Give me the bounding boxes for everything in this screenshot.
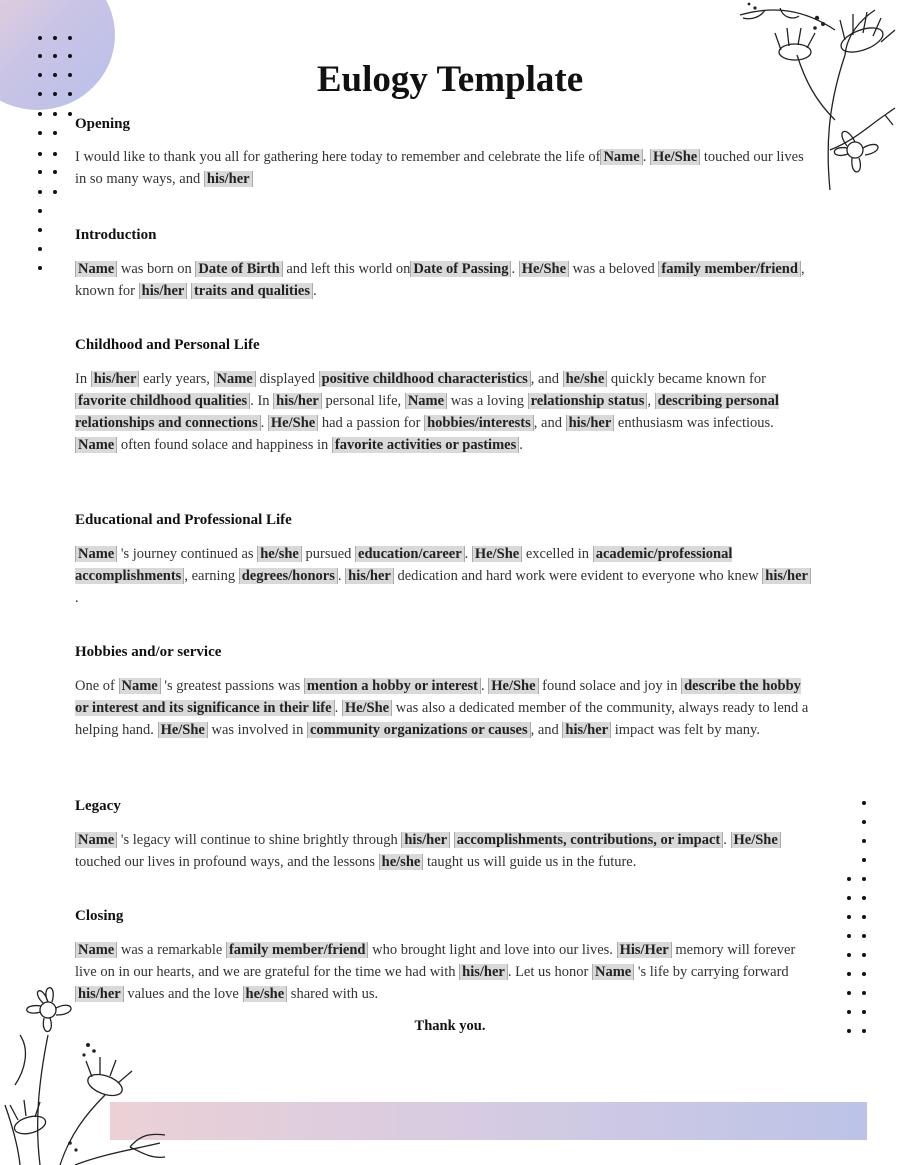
placeholder-field: Name [75, 437, 117, 453]
paragraph-text: enthusiasm was infectious. [614, 415, 774, 431]
paragraph-text: . [511, 261, 519, 277]
placeholder-field: He/She [731, 832, 781, 848]
paragraph-text: . [312, 283, 317, 299]
placeholder-field: his/her [762, 568, 811, 584]
placeholder-field: he/she [257, 546, 302, 562]
placeholder-field: his/her [566, 415, 615, 431]
section-heading-legacy: Legacy [75, 798, 121, 814]
section-heading-education: Educational and Professional Life [75, 512, 292, 528]
paragraph-text: often found solace and happiness in [117, 437, 332, 453]
section-heading-hobbies: Hobbies and/or service [75, 644, 222, 660]
section-heading-closing: Closing [75, 908, 124, 924]
paragraph-text: . [480, 678, 489, 694]
placeholder-field: Name [75, 261, 117, 277]
placeholder-field: His/Her [617, 942, 672, 958]
page-title: Eulogy Template [316, 59, 584, 100]
paragraph-text: 's life by carrying forward [634, 964, 789, 980]
paragraph-text: , and [533, 415, 566, 431]
section-heading-childhood: Childhood and Personal Life [75, 337, 260, 353]
placeholder-field: Name [75, 942, 117, 958]
paragraph-text: . [723, 832, 731, 848]
paragraph-text: , known for [75, 261, 805, 299]
placeholder-field: Date of Birth [195, 261, 282, 277]
placeholder-field: his/her [562, 722, 611, 738]
paragraph-text: . [464, 546, 472, 562]
paragraph-text: displayed [255, 371, 319, 387]
placeholder-field: Name [600, 149, 642, 165]
section-paragraph-education [75, 543, 815, 609]
placeholder-field: family member/friend [658, 261, 801, 277]
placeholder-field: his/her [273, 393, 322, 409]
placeholder-field: He/She [158, 722, 208, 738]
paragraph-text: taught us will guide us in the future. [423, 854, 637, 870]
placeholder-field: relationship status [528, 393, 648, 409]
placeholder-field: he/she [563, 371, 608, 387]
paragraph-text: excelled in [522, 546, 593, 562]
placeholder-field: his/her [139, 283, 188, 299]
placeholder-field: degrees/honors [239, 568, 338, 584]
dot-pattern-icon [840, 795, 880, 1045]
paragraph-text: pursued [301, 546, 356, 562]
paragraph-text: early years, [139, 371, 214, 387]
placeholder-field: favorite activities or pastimes [332, 437, 519, 453]
paragraph-text: In [75, 371, 91, 387]
placeholder-field: Name [592, 964, 634, 980]
paragraph-text: . In [250, 393, 274, 409]
paragraph-text: shared with us. [287, 986, 379, 1002]
placeholder-field: favorite childhood qualities [75, 393, 250, 409]
paragraph-text: quickly became known for [607, 371, 766, 387]
paragraph-text: . [337, 568, 346, 584]
gradient-footer-bar [110, 1102, 867, 1140]
dot-pattern-icon [0, 0, 80, 280]
placeholder-field: academic/professional accomplishments [75, 546, 733, 584]
placeholder-field: his/her [204, 171, 253, 187]
placeholder-field: mention a hobby or interest [304, 678, 481, 694]
placeholder-field: He/She [488, 678, 538, 694]
paragraph-text: , and [530, 371, 563, 387]
section-paragraph-hobbies [75, 675, 815, 741]
placeholder-field: positive childhood characteristics [319, 371, 531, 387]
paragraph-text: One of [75, 678, 119, 694]
placeholder-field: his/her [401, 832, 450, 848]
paragraph-text: 's greatest passions was [160, 678, 304, 694]
section-paragraph-closing [75, 939, 815, 1005]
placeholder-field: Name [405, 393, 447, 409]
paragraph-text: was born on [117, 261, 196, 277]
paragraph-text: . [334, 700, 342, 716]
paragraph-text: , and [530, 722, 563, 738]
placeholder-field: He/She [519, 261, 569, 277]
paragraph-text: . [642, 149, 650, 165]
placeholder-field: accomplishments, contributions, or impact [454, 832, 724, 848]
placeholder-field: his/her [75, 986, 124, 1002]
placeholder-field: Name [75, 832, 117, 848]
paragraph-text: was a remarkable [117, 942, 226, 958]
paragraph-text: . [260, 415, 268, 431]
placeholder-field: his/her [345, 568, 394, 584]
placeholder-field: Name [119, 678, 161, 694]
placeholder-field: describe the hobby or interest and its significance in their life [75, 678, 801, 716]
paragraph-text: I would like to thank you all for gathering here today to remember and celebrate the life of [75, 149, 601, 165]
placeholder-field: He/She [650, 149, 700, 165]
paragraph-text: who brought light and love into our lives. [368, 942, 617, 958]
paragraph-text: dedication and hard work were evident to everyone who knew [393, 568, 763, 584]
paragraph-text: memory will forever live on in our hearts, and we are grateful for the time we had with [75, 942, 796, 980]
placeholder-field: Date of Passing [410, 261, 511, 277]
paragraph-text: 's journey continued as [117, 546, 258, 562]
paragraph-text: impact was felt by many. [611, 722, 760, 738]
placeholder-field: his/her [459, 964, 508, 980]
paragraph-text: was a beloved [569, 261, 659, 277]
paragraph-text: was also a dedicated member of the community, always ready to lend a helping hand. [75, 700, 809, 738]
placeholder-field: hobbies/interests [424, 415, 534, 431]
placeholder-field: He/She [472, 546, 522, 562]
paragraph-text: touched our lives in profound ways, and the lessons [75, 854, 379, 870]
section-paragraph-introduction [75, 258, 815, 302]
placeholder-field: He/She [342, 700, 392, 716]
placeholder-field: Name [75, 546, 117, 562]
placeholder-field: Name [214, 371, 256, 387]
closing-line: Thank you. [414, 1018, 486, 1034]
placeholder-field: describing personal relationships and connections [75, 393, 779, 431]
paragraph-text: . [519, 437, 523, 453]
paragraph-text: , [647, 393, 655, 409]
section-paragraph-opening [75, 146, 815, 190]
placeholder-field: family member/friend [226, 942, 369, 958]
section-heading-opening: Opening [75, 116, 131, 132]
paragraph-text: . Let us honor [507, 964, 592, 980]
paragraph-text: touched our lives in so many ways, and [75, 149, 804, 187]
paragraph-text: personal life, [321, 393, 405, 409]
placeholder-field: community organizations or causes [307, 722, 531, 738]
placeholder-field: education/career [355, 546, 465, 562]
placeholder-field: he/she [243, 986, 288, 1002]
section-heading-introduction: Introduction [75, 227, 157, 243]
paragraph-text: , earning [184, 568, 239, 584]
paragraph-text: 's legacy will continue to shine brightly through [117, 832, 402, 848]
paragraph-text: was a loving [447, 393, 528, 409]
placeholder-field: traits and qualities [191, 283, 313, 299]
section-paragraph-legacy [75, 829, 815, 873]
paragraph-text: had a passion for [318, 415, 425, 431]
placeholder-field: his/her [91, 371, 140, 387]
paragraph-text: values and the love [123, 986, 243, 1002]
paragraph-text: was involved in [207, 722, 307, 738]
placeholder-field: He/She [268, 415, 318, 431]
paragraph-text: and left this world on [282, 261, 411, 277]
section-paragraph-childhood [75, 368, 815, 456]
paragraph-text: found solace and joy in [538, 678, 682, 694]
paragraph-text: . [75, 590, 79, 606]
placeholder-field: he/she [379, 854, 424, 870]
